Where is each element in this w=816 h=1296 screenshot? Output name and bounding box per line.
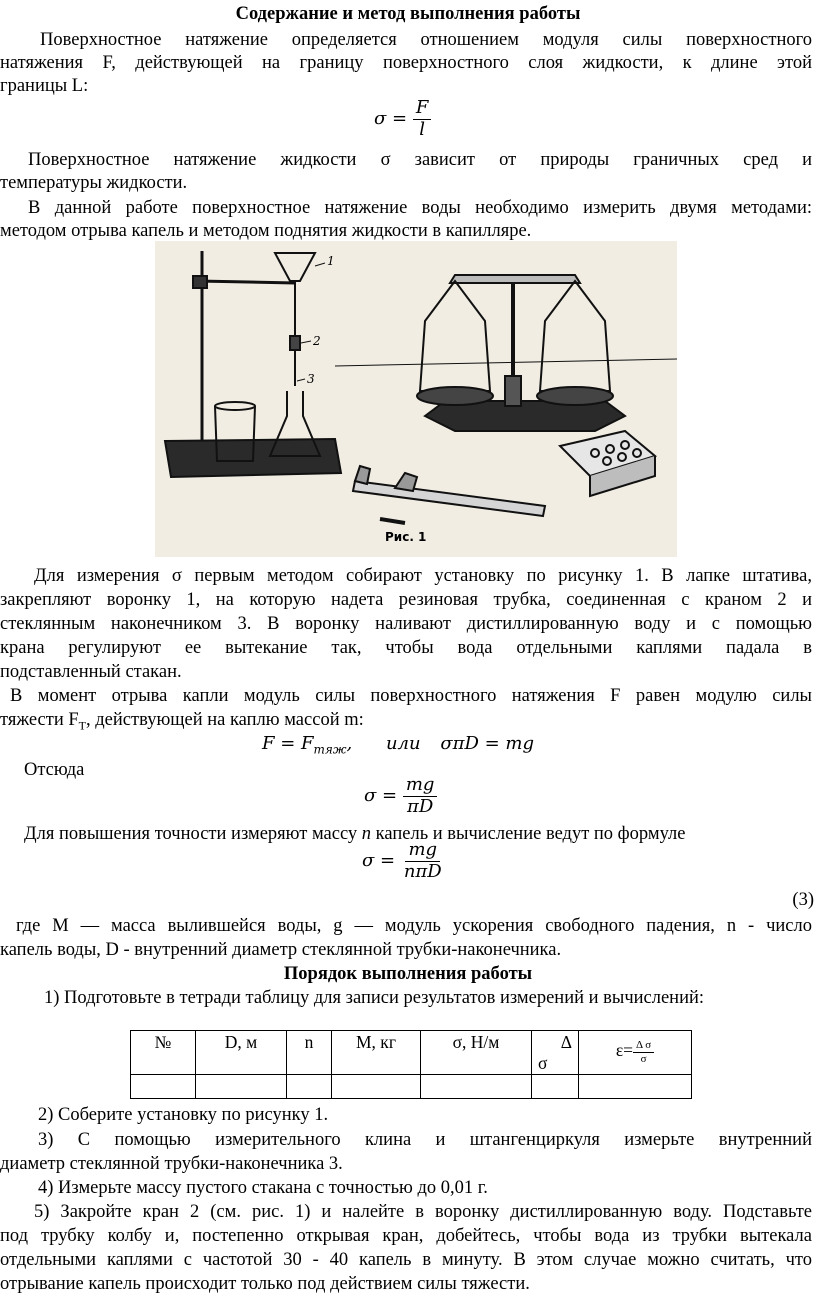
paragraph-line: Поверхностное натяжение определяется отношением модуля силы поверхностного <box>40 30 812 50</box>
table-cell <box>196 1075 287 1099</box>
paragraph-line: натяжения F, действующей на границу поверхностного слоя жидкости, к длине этой <box>0 53 812 73</box>
table-cell <box>421 1075 532 1099</box>
col-mass: M, кг <box>332 1031 421 1075</box>
table-cell <box>532 1075 579 1099</box>
table-cell <box>332 1075 421 1099</box>
formula-sigma-f-l: σ = $\frac{F}{l}$ <box>374 98 431 140</box>
figure-label-1: 1 <box>327 254 335 268</box>
figure-label-2: 2 <box>313 334 321 348</box>
table-cell <box>287 1075 332 1099</box>
figure-caption: Рис. 1 <box>385 530 427 544</box>
formula-sigma-mg-npid: σ = $\frac{mg}{\text{nπD}}$ <box>362 839 442 882</box>
step-5: 5) Закройте кран 2 (см. рис. 1) и налейте в воронку дистиллированную воду. Подставьте <box>34 1202 812 1222</box>
step-5-cont: отрывание капель происходит только под действием силы тяжести. <box>0 1274 530 1294</box>
paragraph-line: В данной работе поверхностное натяжение воды необходимо измерить двумя методами: <box>28 198 812 218</box>
paragraph-line: подставленный стакан. <box>0 662 182 682</box>
col-n: n <box>287 1031 332 1075</box>
paragraph-line: методом отрыва капель и методом поднятия жидкости в капилляре. <box>0 221 532 241</box>
paragraph-line: границы L: <box>0 76 89 96</box>
table-row <box>131 1075 692 1099</box>
table-header-row <box>131 1031 692 1075</box>
step-3-cont: диаметр стеклянной трубки-наконечника 3. <box>0 1154 343 1174</box>
table-cell <box>579 1075 692 1099</box>
col-number: № <box>131 1031 196 1075</box>
paragraph-line: Поверхностное натяжение жидкости σ зависит от природы граничных сред и <box>28 150 812 170</box>
paragraph-line: крана регулируют ее вытекание так, чтобы вода отдельными каплями падала в <box>0 638 812 658</box>
paragraph-line: закрепляют воронку 1, на которую надета резиновая трубка, соединенная с краном 2 и <box>0 590 812 610</box>
paragraph-line: В момент отрыва капли модуль силы поверхностного натяжения F равен модулю силы <box>10 686 812 706</box>
step-5-cont: под трубку колбу и, постепенно открывая кран, добейтесь, чтобы вода из трубки вытекала <box>0 1226 812 1246</box>
paragraph-line: Отсюда <box>24 760 85 780</box>
figure-label-3: 3 <box>307 372 315 386</box>
col-diameter: D, м <box>196 1031 287 1075</box>
results-table <box>130 1030 692 1099</box>
table-cell <box>131 1075 196 1099</box>
col-sigma: σ, Н/м <box>421 1031 532 1075</box>
paragraph-line: температуры жидкости. <box>0 173 188 193</box>
equation-number: (3) <box>792 890 814 910</box>
paragraph-line: Для повышения точности измеряют массу n капель и вычисление ведут по формуле <box>24 824 686 844</box>
step-5-cont: отдельными каплями с частотой 30 - 40 капель в минуту. В этом случае можно считать, что <box>0 1250 812 1270</box>
paragraph-line: капель воды, D - внутренний диаметр стеклянной трубки-наконечника. <box>0 940 562 960</box>
step-4: 4) Измерьте массу пустого стакана с точностью до 0,01 г. <box>38 1178 488 1198</box>
section-heading: Порядок выполнения работы <box>283 964 533 984</box>
apparatus-figure <box>155 241 677 557</box>
apparatus-drawing <box>155 241 677 557</box>
step-1: 1) Подготовьте в тетради таблицу для записи результатов измерений и вычислений: <box>44 988 705 1008</box>
col-delta-sigma: Δ σ <box>532 1031 579 1075</box>
step-2: 2) Соберите установку по рисунку 1. <box>38 1105 329 1125</box>
step-3: 3) С помощью измерительного клина и штангенциркуля измерьте внутренний <box>38 1130 812 1150</box>
col-epsilon: ε= $\frac{\text{Δ σ}}{\sigma}$ <box>579 1031 692 1075</box>
paragraph-line: тяжести $F_T$, действующей на каплю массой m: <box>0 710 364 733</box>
paragraph-line: стеклянным наконечником 3. В воронку наливают дистиллированную воду и с помощью <box>0 614 812 634</box>
formula-sigma-mg-pid: σ = $\frac{mg}{\pi D}$ <box>364 775 437 817</box>
paragraph-line: где M — масса вылившейся воды, g — модуль ускорения свободного падения, n - число <box>16 916 812 936</box>
section-title: Содержание и метод выполнения работы <box>235 4 581 24</box>
formula-force-balance: $F = F_{тяж}$, или σπD = mg <box>262 733 535 757</box>
paragraph-line: Для измерения σ первым методом собирают установку по рисунку 1. В лапке штатива, <box>34 566 812 586</box>
